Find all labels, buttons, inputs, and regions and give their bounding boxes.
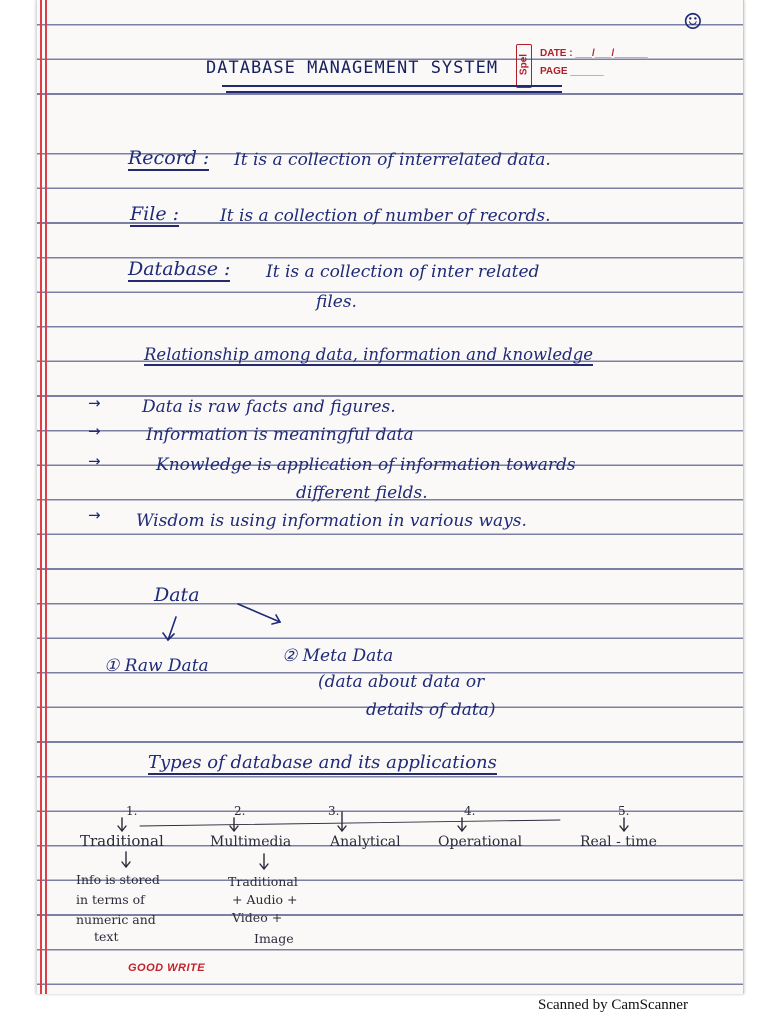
- date-field: DATE : ___/___/______: [540, 48, 648, 59]
- multimedia-note-line: Video +: [232, 910, 283, 925]
- relationship-item: Information is meaningful data: [146, 425, 414, 445]
- db-type-number: 4.: [464, 804, 476, 818]
- db-types-heading: Types of database and its applications: [148, 752, 497, 773]
- types-bracket: [140, 820, 560, 826]
- definition-text-database-cont: files.: [316, 292, 357, 312]
- db-type-number: 5.: [618, 804, 630, 818]
- definition-text-record: It is a collection of interrelated data.: [234, 150, 551, 170]
- db-type-number: 1.: [126, 804, 138, 818]
- page-title: DATABASE MANAGEMENT SYSTEM: [206, 58, 499, 78]
- arrow-meta-data: [238, 604, 280, 622]
- relationship-item-cont: different fields.: [296, 483, 428, 503]
- definition-term-database: Database :: [128, 258, 231, 280]
- traditional-note-line: text: [94, 929, 119, 944]
- notebook-logo: Spel: [516, 44, 532, 88]
- arrow-icon: →: [88, 452, 101, 470]
- page-field: PAGE ______: [540, 66, 604, 77]
- relationship-item: Knowledge is application of information towards: [156, 455, 576, 475]
- db-type-realtime: Real - time: [580, 834, 657, 850]
- db-type-analytical: Analytical: [330, 834, 401, 850]
- raw-data-label: ① Raw Data: [104, 656, 209, 676]
- definition-text-database: It is a collection of inter related: [266, 262, 540, 282]
- db-type-number: 3.: [328, 804, 340, 818]
- definition-term-file: File :: [130, 203, 180, 225]
- traditional-note-line: Info is stored: [76, 872, 160, 887]
- db-type-traditional: Traditional: [80, 832, 164, 850]
- scanner-watermark: Scanned by CamScanner: [538, 997, 688, 1013]
- meta-data-label: ② Meta Data: [282, 646, 394, 666]
- smiley-icon: ☺: [683, 10, 703, 35]
- definition-term-record: Record :: [128, 147, 210, 169]
- multimedia-note-line: Image: [254, 931, 294, 946]
- multimedia-note-line: Traditional: [228, 874, 298, 889]
- meta-data-desc-cont: details of data): [366, 700, 496, 720]
- relationship-heading: Relationship among data, information and knowledge: [144, 345, 594, 364]
- relationship-item: Wisdom is using information in various ways.: [136, 511, 527, 531]
- arrow-icon: →: [88, 394, 101, 412]
- arrow-icon: →: [88, 506, 101, 524]
- db-type-number: 2.: [234, 804, 246, 818]
- traditional-note-line: in terms of: [76, 892, 145, 907]
- data-root-label: Data: [154, 584, 200, 606]
- relationship-item: Data is raw facts and figures.: [142, 397, 396, 417]
- definition-text-file: It is a collection of number of records.: [220, 206, 551, 226]
- db-type-multimedia: Multimedia: [210, 834, 292, 850]
- arrow-icon: →: [88, 422, 101, 440]
- db-type-operational: Operational: [438, 834, 523, 850]
- notebook-brand: GOOD WRITE: [128, 962, 206, 974]
- traditional-note-line: numeric and: [76, 912, 156, 927]
- multimedia-note-line: + Audio +: [232, 892, 298, 907]
- meta-data-desc: (data about data or: [318, 672, 485, 692]
